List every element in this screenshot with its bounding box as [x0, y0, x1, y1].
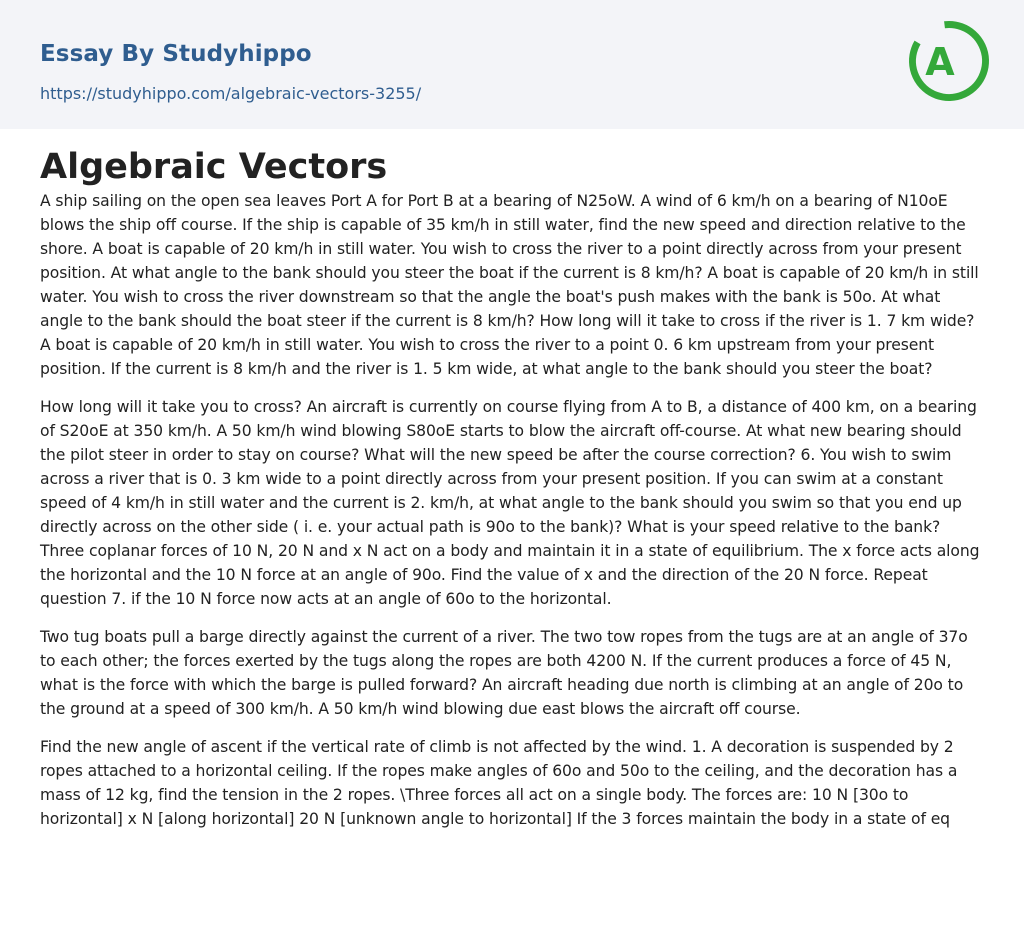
article [0, 129, 1024, 831]
brand-title: Essay By Studyhippo [40, 41, 312, 67]
studyhippo-logo-icon[interactable] [906, 18, 992, 104]
site-header [0, 0, 1024, 129]
article-paragraph: A ship sailing on the open sea leaves Port A for Port B at a bearing of N25oW. A wind of 6 km/h on a bearing of N10oE blows the ship off course. If the ship is capable of 35 km/h in still water, find the new speed and direction relative to the shore. A boat is capable of 20 km/h in still water. You wish to cross the river to a point directly across from your present position. At what angle to the bank should you steer the boat if the current is 8 km/h? A boat is capable of 20 km/h in still water. You wish to cross the river downstream so that the angle the boat's push makes with the bank is 50o. At what angle to the bank should the boat steer if the current is 8 km/h? How long will it take to cross if the river is 1. 7 km wide? A boat is capable of 20 km/h in still water. You wish to cross the river to a point 0. 6 km upstream from your present position. If the current is 8 km/h and the river is 1. 5 km wide, at what angle to the bank should you steer the boat? [40, 192, 979, 378]
article-paragraph: Two tug boats pull a barge directly against the current of a river. The two tow ropes from the tugs are at an angle of 37o to each other; the forces exerted by the tugs along the ropes are both 4200 N. If the current produces a force of 45 N, what is the force with which the barge is pulled forward? An aircraft heading due north is climbing at an angle of 20o to the ground at a speed of 300 km/h. A 50 km/h wind blowing due east blows the aircraft off course. [40, 628, 968, 718]
article-paragraph: Find the new angle of ascent if the vertical rate of climb is not affected by the wind. 1. A decoration is suspended by 2 ropes attached to a horizontal ceiling. If the ropes make angles of 60o and 50o to the ceiling, and the decoration has a mass of 12 kg, find the tension in the 2 ropes. \Three forces all act on a single body. The forces are: 10 N [30o to horizontal] x N [along horizontal] 20 N [unknown angle to horizontal] If the 3 forces maintain the body in a state of eq [40, 738, 958, 828]
source-url-link[interactable]: https://studyhippo.com/algebraic-vectors-3255/ [40, 84, 422, 103]
page-title: Algebraic Vectors [40, 147, 388, 187]
logo-letter: A [925, 40, 955, 84]
article-paragraph: How long will it take you to cross? An aircraft is currently on course flying from A to B, a distance of 400 km, on a bearing of S20oE at 350 km/h. A 50 km/h wind blowing S80oE starts to blow the aircraft off-course. At what new bearing should the pilot steer in order to stay on course? What will the new speed be after the course correction? 6. You wish to swim across a river that is 0. 3 km wide to a point directly across from your present position. If you can swim at a constant speed of 4 km/h in still water and the current is 2. km/h, at what angle to the bank should you swim so that you end up directly across on the other side ( i. e. your actual path is 90o to the bank)? What is your speed relative to the bank? Three coplanar forces of 10 N, 20 N and x N act on a body and maintain it in a state of equilibrium. The x force acts along the horizontal and the 10 N force at an angle of 90o. Find the value of x and the direction of the 20 N force. Repeat question 7. if the 10 N force now acts at an angle of 60o to the horizontal. [40, 398, 980, 608]
